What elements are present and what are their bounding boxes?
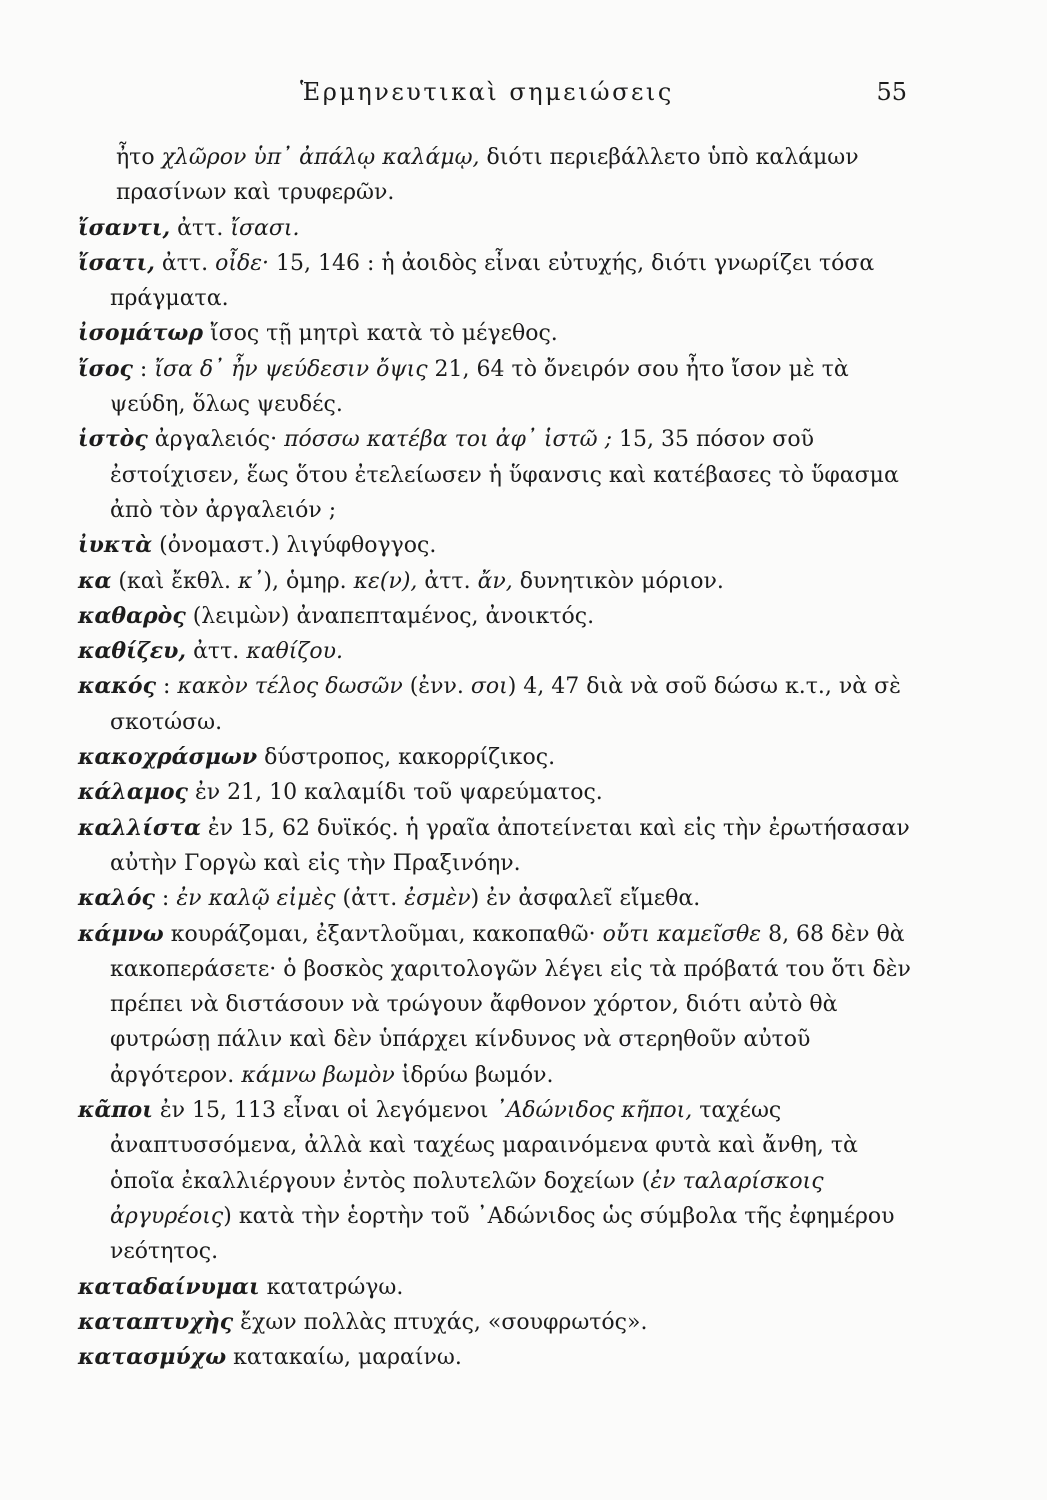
headword: καθίζευ,	[78, 638, 187, 665]
entry-iukta	[78, 528, 913, 563]
gloss-text: ) 4, 47 διὰ νὰ σοῦ δώσω κ.τ., νὰ σὲ σκοτώσω.	[110, 674, 901, 735]
gloss-text: ἀττ.	[186, 639, 247, 665]
headword: κάλαμος	[78, 779, 188, 806]
quotation: κάμνω βωμὸν	[241, 1062, 395, 1088]
headword: καθαρὸς	[78, 602, 186, 629]
gloss-text: ) κατὰ τὴν ἑορτὴν τοῦ ᾽Αδώνιδος ὡς σύμβολα τῆς ἐφημέρου νεότητος.	[110, 1203, 895, 1265]
entry-kapoi	[78, 1093, 913, 1269]
gloss-text: (ὀνομαστ.) λιγύφθογγος.	[152, 533, 437, 559]
headword: καταδαίνυμαι	[78, 1273, 260, 1300]
gloss-text: :	[132, 356, 155, 382]
page-number: 55	[876, 78, 907, 106]
gloss-text: δυνητικὸν μόριον.	[512, 568, 724, 594]
entry-cont	[78, 140, 913, 211]
quotation: ἐν καλῷ εἰμὲς	[176, 886, 336, 912]
headword: κακοχράσμων	[78, 744, 258, 771]
gloss-text: δύστροπος, κακορρίζικος.	[257, 745, 556, 771]
gloss-text: (ἀττ.	[335, 886, 405, 912]
gloss-text: 15, 35 πόσον σοῦ ἐστοίχισεν, ἕως ὅτου ἐτελείωσεν ἡ ὕφανσις καὶ κατέβασες τὸ ὕφασμα ἀπὸ τὸν ἀργαλειόν ;	[110, 427, 899, 523]
entry-katasmycho	[78, 1340, 913, 1375]
gloss-text: ἀττ.	[154, 250, 216, 276]
gloss-text: κουράζομαι, ἐξαντλοῦμαι, κακοπαθῶ·	[163, 921, 603, 947]
entry-kakos	[78, 669, 913, 740]
gloss-text: ἀττ.	[170, 215, 231, 241]
gloss-text: ἴσος τῇ μητρὶ κατὰ τὸ μέγεθος.	[202, 321, 558, 347]
gloss-text: :	[154, 886, 177, 912]
quotation: ἴσα δ᾽ ἦν ψεύδεσιν ὄψις	[154, 356, 428, 382]
headword: κάμνω	[78, 920, 164, 947]
gloss-text: ἔχων πολλὰς πτυχάς, «σουφρωτός».	[233, 1309, 648, 1335]
gloss-text: ἦτο	[116, 145, 162, 170]
entry-isanti	[78, 211, 913, 246]
entry-katadainymai	[78, 1270, 913, 1305]
quotation: κακὸν τέλος δωσῶν	[177, 674, 403, 700]
gloss-text: 15, 146 : ἡ ἀοιδὸς εἶναι εὐτυχής, διότι γνωρίζει τόσα πράγματα.	[110, 250, 875, 312]
gloss-text: ἱδρύω βωμόν.	[394, 1062, 554, 1088]
gloss-text: ταχέως ἀναπτυσσόμενα, ἀλλὰ καὶ ταχέως μαραινόμενα φυτὰ καὶ ἄνθη, τὰ ὁποῖα ἐκαλλιέργουν ἐντὸς πολυτελῶν δοχείων (	[110, 1098, 858, 1194]
gloss-text: 8, 68 δὲν θὰ κακοπεράσετε· ὁ βοσκὸς χαριτολογῶν λέγει εἰς τὰ πρόβατά του ὅτι δὲν πρέπει νὰ διστάσουν νὰ τρώγουν ἄφθονον χόρτον, διότι αὐτὸ θὰ φυτρώσῃ πάλιν καὶ δὲν ὑπάρχει κίνδυνος νὰ στερηθοῦν αὐτοῦ ἀργότερον.	[110, 921, 911, 1088]
gloss-text: ἐν 15, 113 εἶναι οἱ λεγόμενοι	[152, 1098, 496, 1124]
gloss-text: ἀττ.	[417, 568, 478, 594]
gloss-text: :	[155, 674, 178, 700]
entry-kakochrasmon	[78, 740, 913, 775]
headword: ἰυκτὰ	[78, 532, 153, 559]
gloss-text: ἐν 15, 62 δυϊκός. ἡ γραῖα ἀποτείνεται καὶ εἰς τὴν ἐρωτήσασαν αὐτὴν Γοργὼ καὶ εἰς τὴν Πραξινόην.	[110, 815, 910, 876]
quotation: πόσσω κατέβα τοι ἀφ᾽ ἱστῶ ;	[284, 427, 613, 453]
headword: κᾶποι	[78, 1097, 153, 1124]
gloss-text: (ἐνν.	[402, 674, 471, 700]
entry-kamno	[78, 917, 913, 1093]
headword: κατασμύχω	[78, 1344, 227, 1371]
entry-isos	[78, 352, 913, 423]
gloss-text: διότι περιεβάλλετο ὑπὸ καλάμων πρασίνων καὶ τρυφερῶν.	[116, 145, 859, 206]
quotation: κ᾽	[237, 568, 264, 594]
gloss-text: 21, 64 τὸ ὄνειρόν σου ἦτο ἴσον μὲ τὰ ψεύδη, ὅλως ψευδές.	[110, 356, 849, 418]
quotation: ἐσμὲν	[404, 886, 471, 912]
entry-istos	[78, 422, 913, 528]
headword: ἱστὸς	[78, 426, 148, 453]
entry-kalos	[78, 881, 913, 916]
entry-kalamos	[78, 775, 913, 810]
quotation: ἐν ταλαρίσκοις ἀργυρέοις	[110, 1168, 824, 1229]
gloss-text: ἐν 21, 10 καλαμίδι τοῦ ψαρεύματος.	[187, 780, 603, 806]
entry-kataptychis	[78, 1305, 913, 1340]
gloss-text: κατακαίω, μαραίνω.	[226, 1345, 462, 1371]
headword: ἴσος	[78, 355, 133, 382]
quotation: ἄν,	[477, 568, 513, 594]
quotation: ᾽Αδώνιδος κῆποι,	[495, 1098, 693, 1124]
headword: ἰσομάτωρ	[78, 320, 203, 347]
gloss-text: κατατρώγω.	[259, 1274, 404, 1300]
gloss-text: ἀργαλειός·	[147, 427, 285, 453]
entry-kathizeu	[78, 634, 913, 669]
entry-isomator	[78, 316, 913, 351]
running-title: Ἑρμηνευτικαὶ σημειώσεις	[300, 78, 674, 106]
headword: καλός	[78, 885, 155, 912]
page-header	[0, 78, 1047, 118]
entry-ka	[78, 564, 913, 599]
headword: καταπτυχὴς	[78, 1308, 234, 1335]
entry-kallista	[78, 811, 913, 882]
quotation: σοι	[470, 674, 508, 700]
gloss-text: (καὶ ἔκθλ.	[111, 568, 238, 594]
headword: ἴσατι,	[78, 249, 155, 276]
headword: κακός	[78, 673, 156, 700]
gloss-text: (λειμὼν) ἀναπεπταμένος, ἀνοικτός.	[185, 603, 595, 629]
headword: ἴσαντι,	[78, 214, 171, 241]
quotation: οὔτι καμεῖσθε	[602, 921, 762, 947]
quotation: καθίζου.	[246, 639, 343, 665]
headword: καλλίστα	[78, 814, 201, 841]
entry-katharos	[78, 599, 913, 634]
quotation: κε(ν),	[353, 568, 418, 594]
gloss-text: ) ἐν ἀσφαλεῖ εἴμεθα.	[470, 886, 701, 912]
glossary-body	[78, 140, 913, 1375]
headword: κα	[78, 567, 112, 594]
quotation: ἴσασι.	[230, 215, 300, 241]
quotation: οἶδε·	[215, 250, 270, 276]
quotation: χλῶρον ὑπ᾽ ἀπάλῳ καλάμῳ,	[161, 145, 480, 170]
gloss-text: ), ὁμηρ.	[263, 568, 354, 594]
entry-isati	[78, 246, 913, 317]
